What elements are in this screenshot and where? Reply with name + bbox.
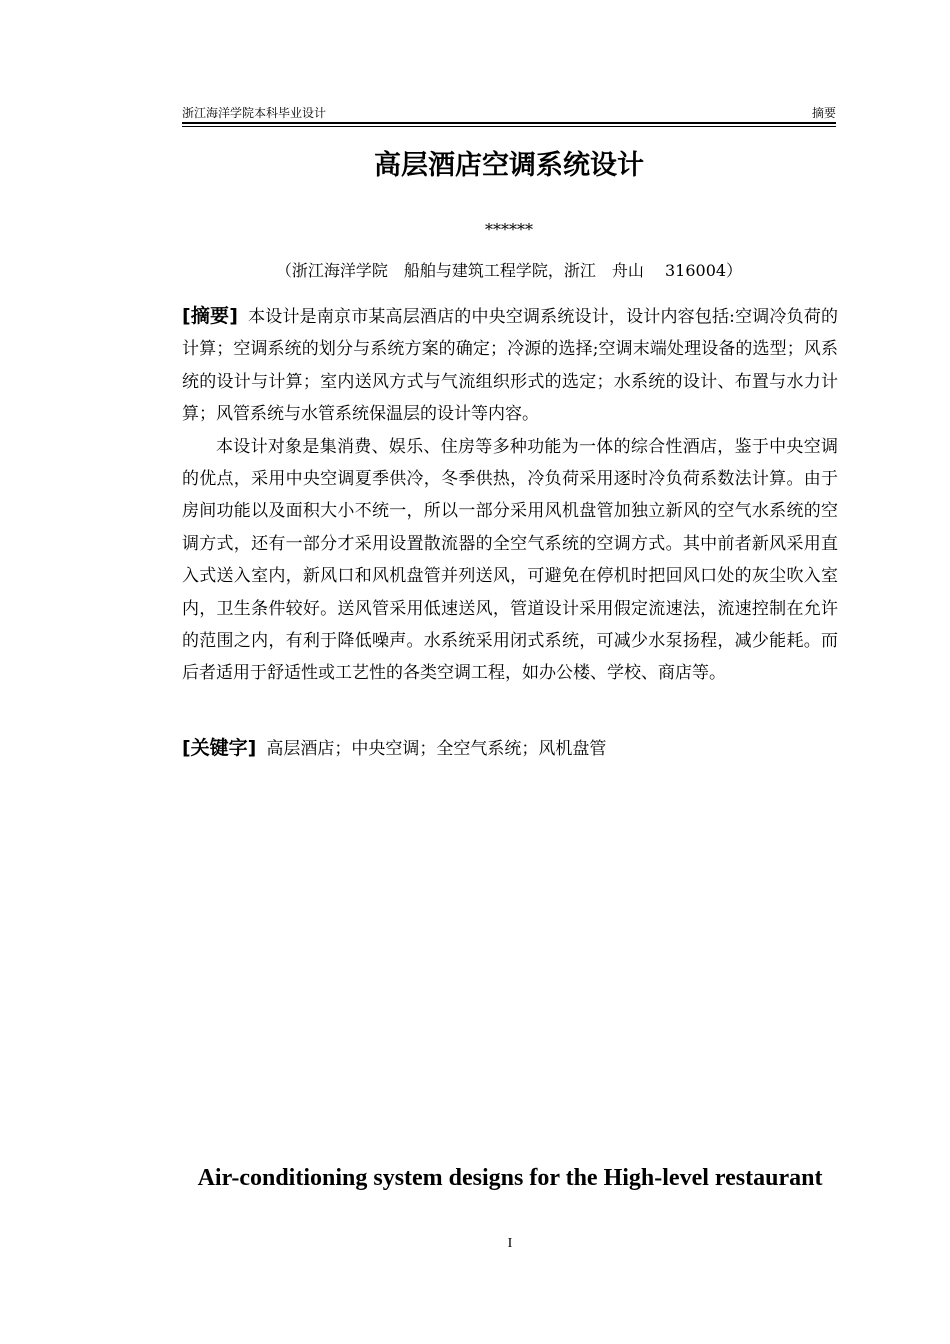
abstract-label: [摘要]: [182, 305, 238, 327]
author-affiliation: （浙江海洋学院 船舶与建筑工程学院，浙江 舟山 316004）: [275, 261, 743, 280]
keywords-text: 高层酒店；中央空调；全空气系统；风机盘管: [266, 739, 607, 759]
running-header: [182, 104, 836, 124]
abstract-text-1: 本设计是南京市某高层酒店的中央空调系统设计，设计内容包括:空调冷负荷的计算；空调系统的划分与系统方案的确定；冷源的选择;空调末端处理设备的选型；风系统的设计与计算；室内送风方式与气流组织形式的选定；水系统的设计、布置与水力计算；风管系统与水管系统保温层的设计等内容。: [182, 307, 838, 425]
abstract-paragraph-1: [182, 300, 838, 431]
header-section-name: 摘要: [811, 106, 836, 120]
page-number: I: [507, 1236, 513, 1251]
author-name: ******: [485, 220, 533, 239]
header-school-thesis: 浙江海洋学院本科毕业设计: [182, 106, 327, 120]
keywords-section: [182, 733, 838, 764]
page-title-en: Air-conditioning system designs for the High-level restaurant: [197, 1165, 823, 1191]
page-title-cn: 高层酒店空调系统设计: [374, 150, 644, 181]
keywords-label: [关键字]: [182, 737, 257, 759]
abstract-paragraph-2: 本设计对象是集消费、娱乐、住房等多种功能为一体的综合性酒店，鉴于中央空调的优点，采用中央空调夏季供冷，冬季供热，冷负荷采用逐时冷负荷系数法计算。由于房间功能以及面积大小不统一，所以一部分采用风机盘管加独立新风的空气水系统的空调方式，还有一部分才采用设置散流器的全空气系统的空调方式。其中前者新风采用直入式送入室内，新风口和风机盘管并列送风，可避免在停机时把回风口处的灰尘吹入室内，卫生条件较好。送风管采用低速送风，管道设计采用假定流速法，流速控制在允许的范围之内，有利于降低噪声。水系统采用闭式系统，可减少水泵扬程，减少能耗。而后者适用于舒适性或工艺性的各类空调工程，如办公楼、学校、商店等。: [182, 436, 838, 684]
abstract-section: [182, 300, 838, 690]
header-rule: [182, 126, 836, 127]
